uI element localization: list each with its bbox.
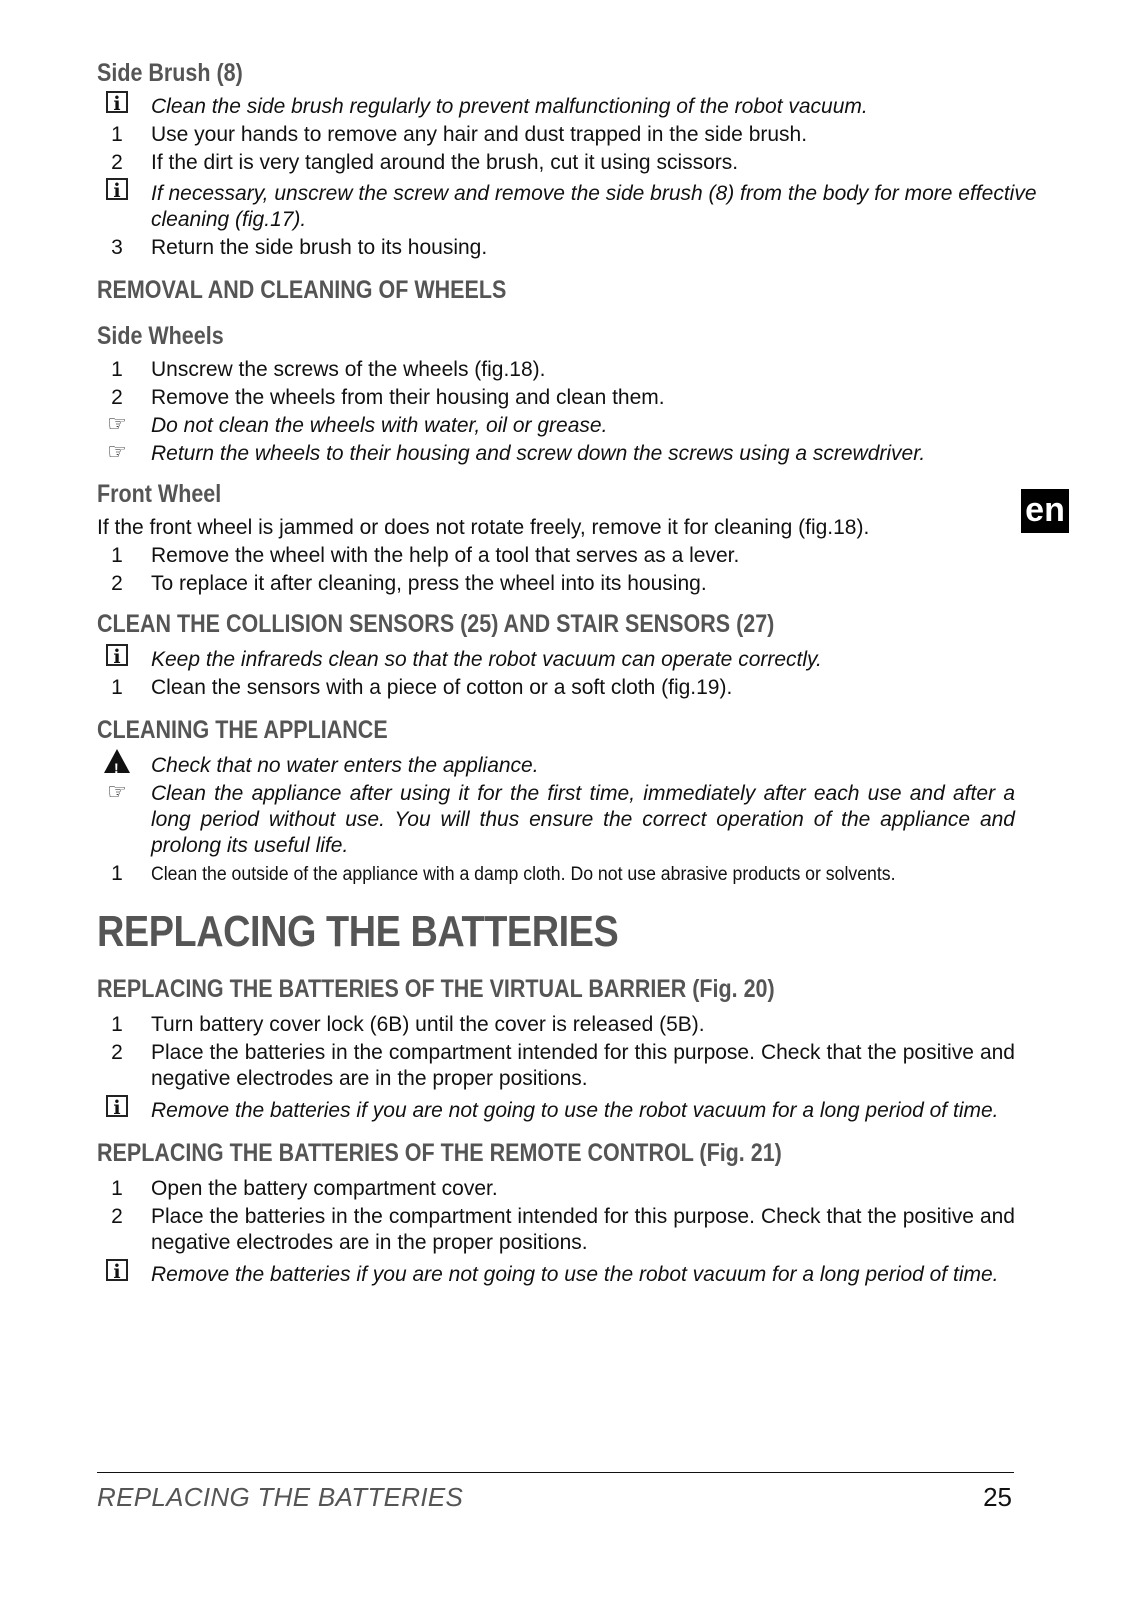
- sensors-heading: CLEAN THE COLLISION SENSORS (25) AND STAIR SENSORS (27): [97, 610, 775, 638]
- step-text: To replace it after cleaning, press the wheel into its housing.: [151, 572, 707, 595]
- step-text: Remove the wheels from their housing and clean them.: [151, 386, 665, 409]
- step-text: Clean the outside of the appliance with a damp cloth. Do not use abrasive products or solvents.: [151, 864, 896, 885]
- note-text: Keep the infrareds clean so that the robot vacuum can operate correctly.: [151, 648, 822, 671]
- step-text: Unscrew the screws of the wheels (fig.18).: [151, 358, 546, 381]
- step-text: Open the battery compartment cover.: [151, 1177, 498, 1200]
- wheels-tip-2: [97, 441, 1037, 467]
- step-number: 2: [111, 572, 123, 595]
- tip-text: Return the wheels to their housing and screw down the screws using a screwdriver.: [151, 442, 926, 465]
- wheels-heading: REMOVAL AND CLEANING OF WHEELS: [97, 276, 507, 304]
- info-icon: [106, 91, 128, 113]
- side-brush-heading: Side Brush (8): [97, 59, 243, 87]
- step-number: 2: [111, 1205, 123, 1228]
- step-text: Turn battery cover lock (6B) until the cover is released (5B).: [151, 1013, 705, 1036]
- tip-text: Clean the appliance after using it for the first time, immediately after each use and after a long period without use. You will thus ensure the correct operation of the appliance and prolong its useful life.: [151, 782, 1015, 857]
- footer-section-title: REPLACING THE BATTERIES: [97, 1482, 464, 1512]
- page-number: 25: [983, 1482, 1012, 1512]
- sensors-note: [97, 647, 1037, 673]
- front-wheel-intro: If the front wheel is jammed or does not rotate freely, remove it for cleaning (fig.18).: [97, 516, 870, 539]
- warning-text: Check that no water enters the appliance.: [151, 754, 539, 777]
- list-item: [97, 1012, 1037, 1038]
- appliance-warning: [97, 753, 1037, 779]
- side-brush-note-2: [97, 181, 1037, 233]
- warning-triangle-icon: [104, 749, 130, 773]
- step-number: 1: [111, 123, 123, 146]
- step-number: 1: [111, 862, 123, 885]
- list-item: [97, 385, 1037, 411]
- batteries-title: REPLACING THE BATTERIES: [97, 907, 619, 956]
- remote-control-heading: REPLACING THE BATTERIES OF THE REMOTE CONTROL (Fig. 21): [97, 1139, 782, 1167]
- appliance-tip: [97, 781, 1037, 859]
- step-number: 1: [111, 1177, 123, 1200]
- list-item: [97, 1204, 1037, 1256]
- remote-note: [97, 1262, 1037, 1288]
- note-text: Clean the side brush regularly to prevent malfunctioning of the robot vacuum.: [151, 95, 868, 118]
- step-number: 1: [111, 1013, 123, 1036]
- list-item: [97, 675, 1037, 701]
- front-wheel-heading: Front Wheel: [97, 480, 222, 508]
- step-text: Remove the wheel with the help of a tool that serves as a lever.: [151, 544, 740, 567]
- step-text: If the dirt is very tangled around the brush, cut it using scissors.: [151, 151, 739, 174]
- list-item: [97, 122, 1037, 148]
- list-item: [97, 861, 1037, 888]
- pointing-hand-icon: ☞: [107, 440, 127, 465]
- info-icon: [106, 178, 128, 200]
- step-text: Use your hands to remove any hair and dust trapped in the side brush.: [151, 123, 808, 146]
- language-tab: en: [1021, 489, 1069, 533]
- list-item: [97, 357, 1037, 383]
- virtual-barrier-heading: REPLACING THE BATTERIES OF THE VIRTUAL BARRIER (Fig. 20): [97, 975, 775, 1003]
- note-text: If necessary, unscrew the screw and remove the side brush (8) from the body for more effective cleaning (fig.17).: [151, 182, 1037, 231]
- step-number: 2: [111, 151, 123, 174]
- step-text: Clean the sensors with a piece of cotton or a soft cloth (fig.19).: [151, 676, 733, 699]
- info-icon: [106, 1095, 128, 1117]
- info-icon: [106, 644, 128, 666]
- list-item: [97, 1040, 1037, 1092]
- side-brush-note: [97, 94, 1037, 120]
- step-text: Return the side brush to its housing.: [151, 236, 488, 259]
- step-number: 2: [111, 1041, 123, 1064]
- footer-divider: [97, 1472, 1014, 1473]
- step-text: Place the batteries in the compartment intended for this purpose. Check that the positive and negative electrodes are in the proper positions.: [151, 1205, 1015, 1254]
- step-number: 1: [111, 544, 123, 567]
- list-item: [97, 571, 1037, 597]
- step-number: 1: [111, 676, 123, 699]
- list-item: [97, 543, 1037, 569]
- side-wheels-heading: Side Wheels: [97, 322, 224, 350]
- note-text: Remove the batteries if you are not going to use the robot vacuum for a long period of time.: [151, 1099, 999, 1122]
- step-text: Place the batteries in the compartment intended for this purpose. Check that the positive and negative electrodes are in the proper positions.: [151, 1041, 1015, 1090]
- info-icon: [106, 1259, 128, 1281]
- note-text: Remove the batteries if you are not going to use the robot vacuum for a long period of time.: [151, 1263, 999, 1286]
- barrier-note: [97, 1098, 1037, 1124]
- step-number: 2: [111, 386, 123, 409]
- tip-text: Do not clean the wheels with water, oil or grease.: [151, 414, 608, 437]
- appliance-heading: CLEANING THE APPLIANCE: [97, 716, 388, 744]
- pointing-hand-icon: ☞: [107, 412, 127, 437]
- pointing-hand-icon: ☞: [107, 780, 127, 805]
- wheels-tip-1: [97, 413, 1037, 439]
- list-item: [97, 150, 1037, 176]
- list-item: [97, 1176, 1037, 1202]
- step-number: 3: [111, 236, 123, 259]
- list-item: [97, 235, 1037, 261]
- page-content: [97, 58, 1037, 1290]
- step-number: 1: [111, 358, 123, 381]
